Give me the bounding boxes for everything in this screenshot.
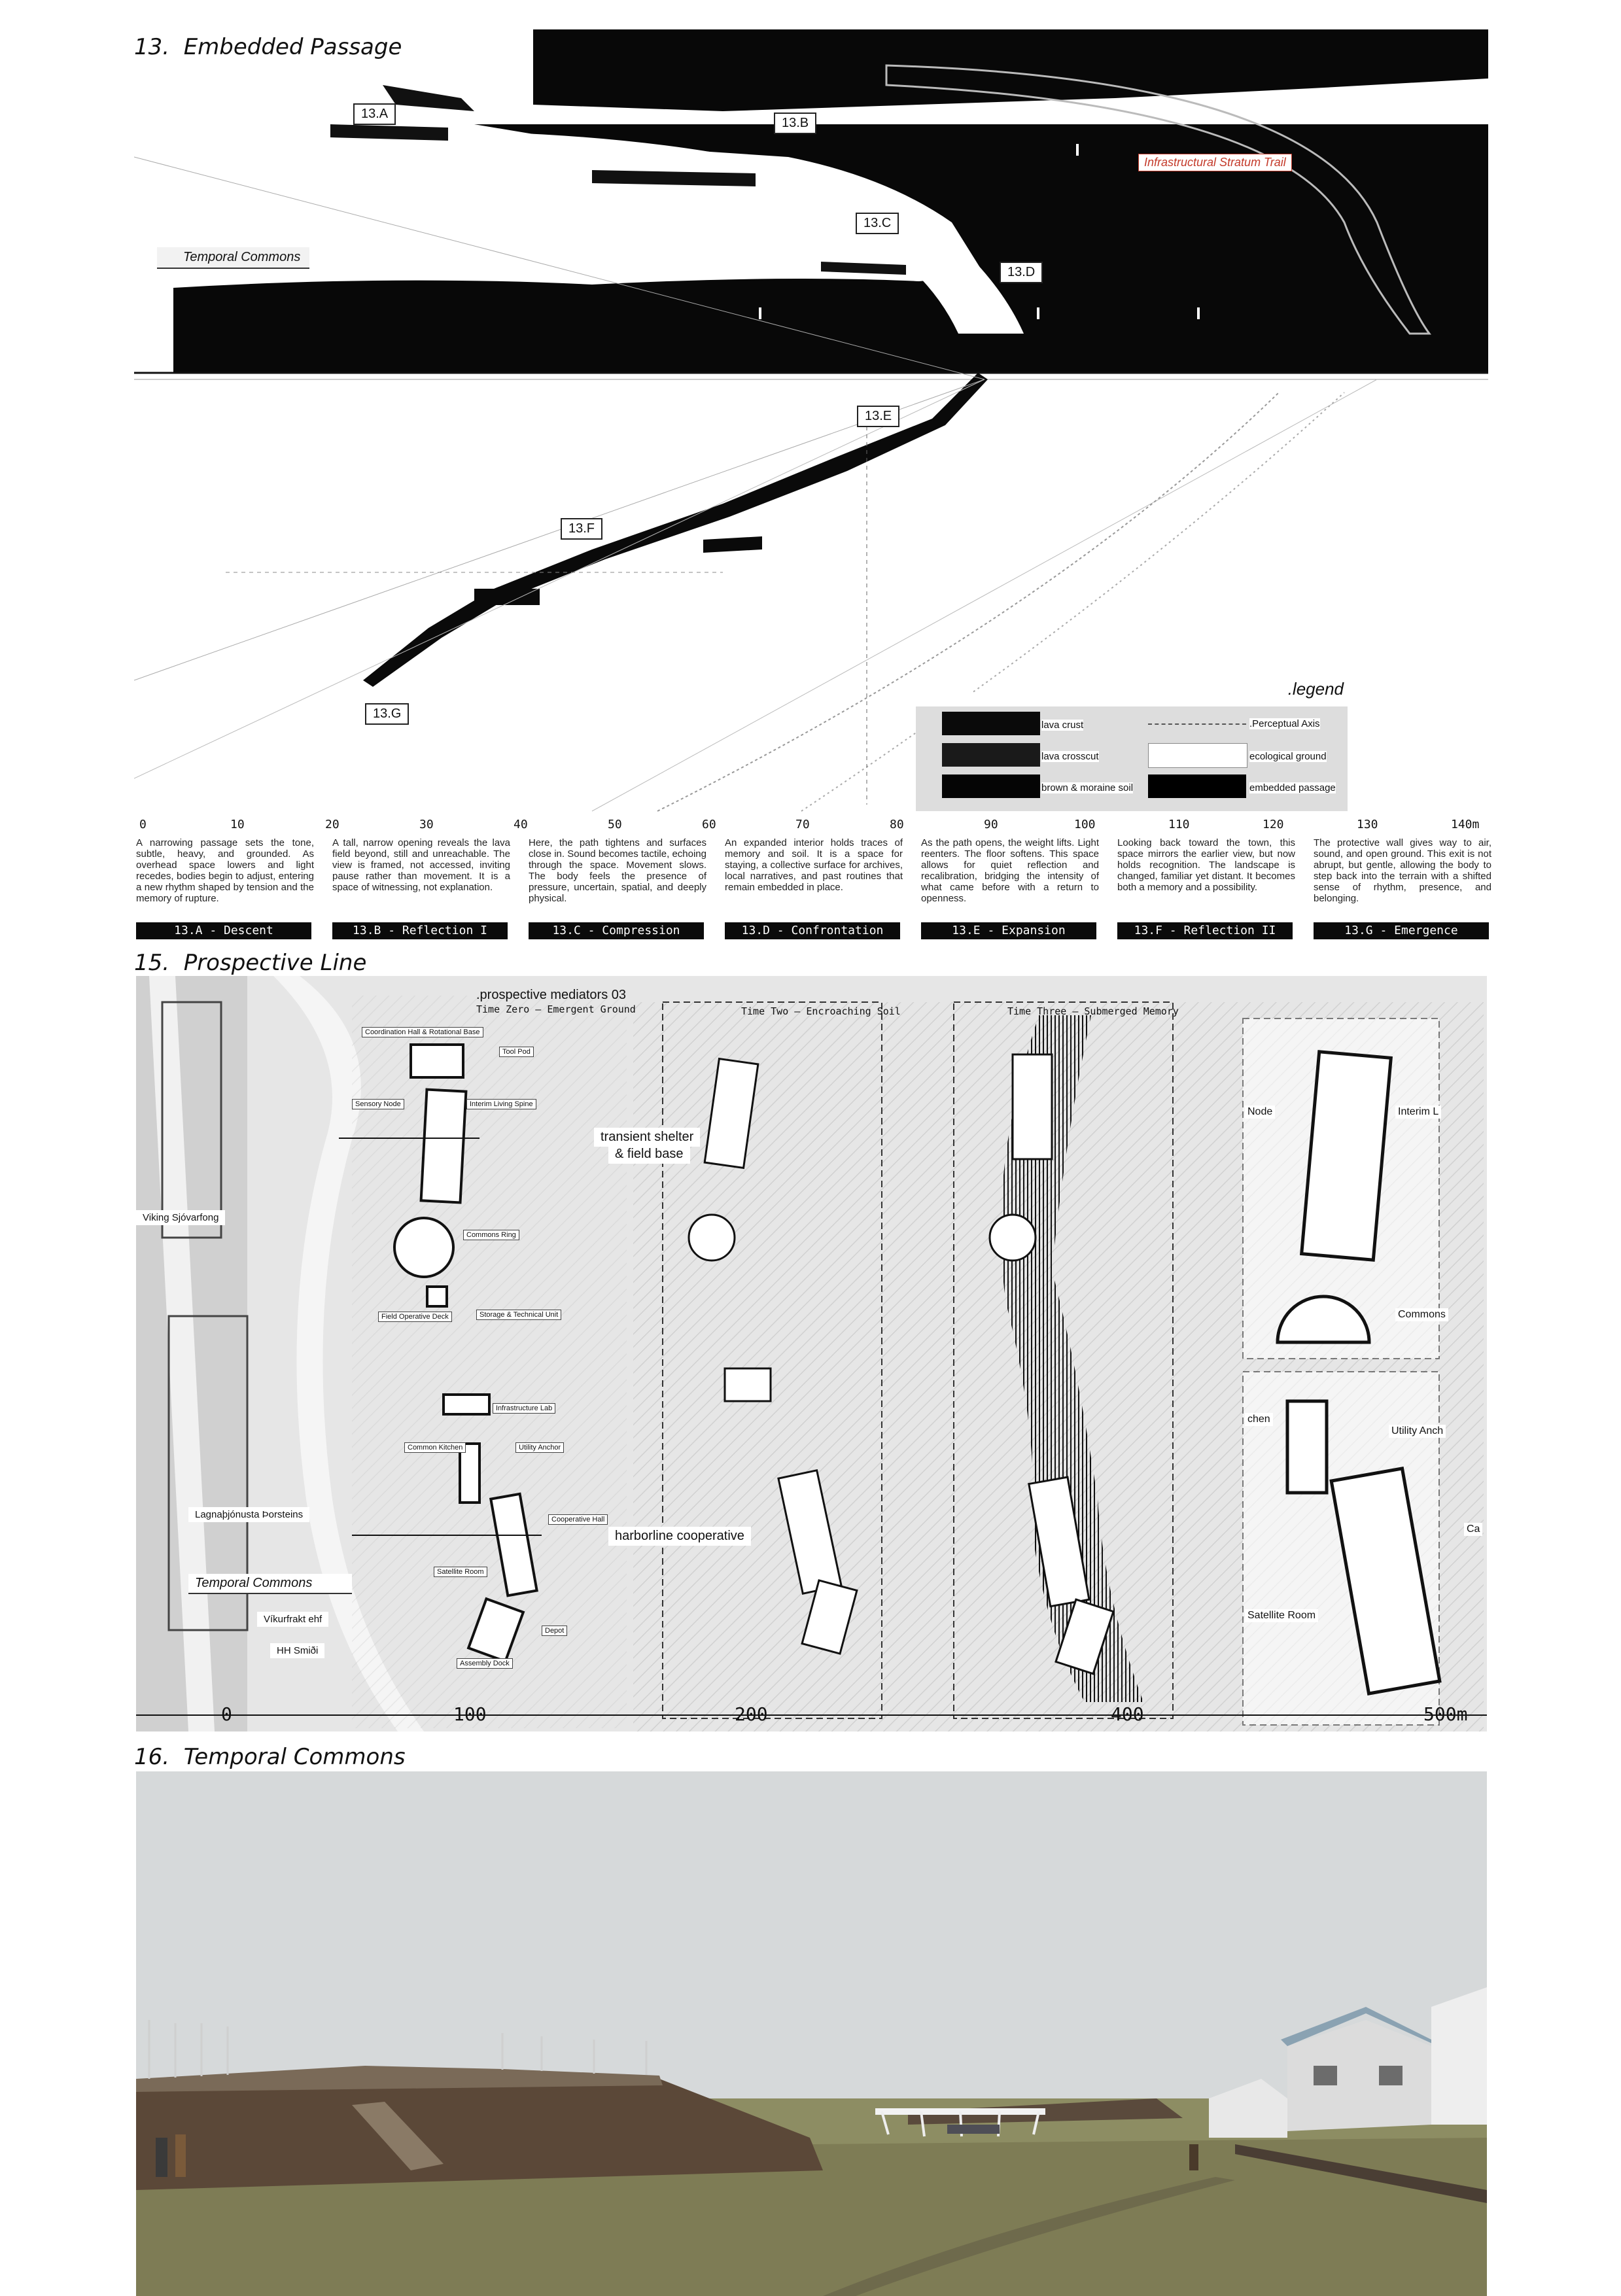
prospective-line-map (136, 976, 1487, 1731)
map-scale-400: 400 (1111, 1703, 1144, 1725)
map-scale-200: 200 (735, 1703, 768, 1725)
map-scale-0: 0 (221, 1703, 232, 1725)
phase-label-13a: 13.A - Descent (136, 922, 311, 939)
map-label-assembly-dock: Assembly Dock (457, 1658, 513, 1669)
phase-text-13c: Here, the path tightens and surfaces close in. Sound becomes tactile, echoing through the space. Movement slows. The body feels the presence of pressure, uncertain, spatial, and deeply physical. (529, 837, 706, 904)
legend-label-ecological-ground: ecological ground (1249, 751, 1327, 762)
legend (916, 679, 1348, 811)
map-label-coordination-hall: Coordination Hall & Rotational Base (362, 1027, 483, 1037)
render-scene (136, 1771, 1487, 2296)
axis-90: 90 (984, 818, 998, 831)
axis-140m: 140m (1451, 818, 1480, 831)
marker-13d: 13.D (1000, 262, 1043, 283)
time-two-label: Time Two – Encroaching Soil (741, 1005, 901, 1017)
phase-label-13d: 13.D - Confrontation (725, 922, 900, 939)
temporal-commons-render (136, 1771, 1487, 2296)
trail-label: Infrastructural Stratum Trail (1138, 154, 1292, 171)
phase-label-13b: 13.B - Reflection I (332, 922, 508, 939)
map-label-tool-pod: Tool Pod (499, 1047, 534, 1057)
time-three-label: Time Three – Submerged Memory (1007, 1005, 1179, 1017)
map-label-satellite-room: Satellite Room (434, 1567, 487, 1577)
axis-130: 130 (1357, 818, 1378, 831)
axis-60: 60 (702, 818, 716, 831)
axis-10: 10 (230, 818, 245, 831)
phase-text-13f: Looking back toward the town, this space mirrors the earlier view, but now holds recognition. The landscape is changed, familiar yet distant. It becomes both a memory and a possibility. (1117, 837, 1295, 893)
time-zero-label: Time Zero – Emergent Ground (476, 1003, 636, 1015)
axis-40: 40 (514, 818, 528, 831)
axis-80: 80 (890, 818, 904, 831)
marker-13e: 13.E (857, 406, 899, 427)
map-label-interim-living-spine: Interim Living Spine (466, 1099, 536, 1109)
marker-13a: 13.A (353, 103, 396, 125)
map-label-sensory-node: Sensory Node (352, 1099, 404, 1109)
label-transient-shelter: transient shelter (594, 1128, 700, 1147)
legend-label-lava-crust: lava crust (1041, 720, 1084, 731)
legend-title: .legend (1287, 679, 1344, 699)
legend-label-embedded-passage: embedded passage (1249, 782, 1336, 793)
label-field-base: & field base (608, 1145, 690, 1164)
street-label-viking: Viking Sjóvarfong (136, 1210, 225, 1225)
phase-text-13d: An expanded interior holds traces of memory and soil. It is a space for staying, a collective surface for archives, local narratives, and past routines that remain embedded in place. (725, 837, 903, 893)
section-13-name: Embedded Passage (183, 34, 402, 60)
crop-label-interim: Interim L (1395, 1105, 1441, 1119)
section-16-number: 16. (134, 1744, 170, 1770)
axis-30: 30 (419, 818, 434, 831)
map-label-field-operative-deck: Field Operative Deck (378, 1312, 452, 1322)
map-scale-500m: 500m (1423, 1703, 1468, 1725)
phase-label-13c: 13.C - Compression (529, 922, 704, 939)
map-label-infrastructure-lab: Infrastructure Lab (493, 1403, 555, 1414)
street-label-lagnathjonusta: Lagnaþjónusta Þorsteins (188, 1507, 309, 1522)
legend-label-moraine-soil: brown & moraine soil (1041, 782, 1134, 793)
map-scale-100: 100 (453, 1703, 487, 1725)
axis-100: 100 (1074, 818, 1096, 831)
axis-120: 120 (1263, 818, 1284, 831)
label-temporal-commons-map: Temporal Commons (188, 1574, 352, 1594)
crop-label-ca: Ca (1464, 1523, 1482, 1536)
map-label-depot: Depot (542, 1626, 567, 1636)
legend-label-perceptual-axis: .Perceptual Axis (1249, 718, 1320, 729)
phase-text-13g: The protective wall gives way to air, sound, and open ground. This exit is not abrupt, but gentle, allowing the body to step back into the terrain with a shifted sense of rhythm, presence, and belonging. (1314, 837, 1491, 904)
crop-label-satellite: Satellite Room (1245, 1609, 1318, 1622)
section-15-title (134, 950, 366, 976)
phase-label-13e: 13.E - Expansion (921, 922, 1096, 939)
phase-label-13f: 13.F - Reflection II (1117, 922, 1293, 939)
legend-swatch-perceptual-axis (1148, 723, 1246, 725)
map-label-storage-technical: Storage & Technical Unit (476, 1310, 561, 1320)
axis-0: 0 (139, 818, 147, 831)
legend-swatch-moraine-soil (942, 774, 1040, 798)
phase-text-13a: A narrowing passage sets the tone, subtle, heavy, and grounded. As overhead space lowers and light recedes, bodies begin to adjust, entering a new rhythm shaped by tension and the memory of rupture. (136, 837, 314, 904)
axis-50: 50 (608, 818, 622, 831)
map-label-commons-ring: Commons Ring (463, 1230, 519, 1240)
axis-20: 20 (325, 818, 340, 831)
temporal-commons-label-13: Temporal Commons (157, 247, 309, 269)
legend-swatch-ecological-ground (1148, 743, 1247, 768)
axis-70: 70 (795, 818, 810, 831)
crop-label-utility: Utility Anch (1389, 1425, 1446, 1438)
mediators-title: .prospective mediators 03 (476, 988, 627, 1002)
section-16-name: Temporal Commons (183, 1744, 406, 1770)
legend-swatch-embedded-passage (1148, 774, 1246, 798)
marker-13b: 13.B (774, 113, 816, 134)
crop-label-node: Node (1245, 1105, 1275, 1119)
street-label-hh-smidi: HH Smiði (270, 1643, 324, 1658)
phase-text-13b: A tall, narrow opening reveals the lava field beyond, still and unreachable. The view is framed, not accessed, inviting pause rather than movement. It is a space of witnessing, not explanation. (332, 837, 510, 893)
map-label-common-kitchen: Common Kitchen (404, 1442, 466, 1453)
crop-label-commons: Commons (1395, 1308, 1448, 1321)
marker-13f: 13.F (561, 518, 602, 540)
crop-label-kitchen: chen (1245, 1413, 1273, 1426)
section-13-number: 13. (134, 34, 170, 60)
legend-swatch-lava-crust (942, 712, 1040, 735)
phase-text-13e: As the path opens, the weight lifts. Light reenters. The floor softens. This space allows for quiet reflection and recalibration, bridging the intensity of what came before with a return to openness. (921, 837, 1099, 904)
street-label-vikurfrakt: Víkurfrakt ehf (257, 1612, 328, 1627)
section-15-number: 15. (134, 950, 170, 976)
section-15-name: Prospective Line (183, 950, 367, 976)
legend-label-lava-crosscut: lava crosscut (1041, 751, 1099, 762)
legend-swatch-lava-crosscut (942, 743, 1040, 767)
map-label-utility-anchor: Utility Anchor (515, 1442, 564, 1453)
section-16-title (134, 1744, 406, 1770)
label-harborline-cooperative: harborline cooperative (608, 1527, 751, 1546)
axis-110: 110 (1168, 818, 1190, 831)
marker-13g: 13.G (365, 703, 409, 725)
marker-13c: 13.C (856, 213, 899, 234)
map-label-cooperative-hall: Cooperative Hall (548, 1514, 608, 1525)
phase-label-13g: 13.G - Emergence (1314, 922, 1489, 939)
